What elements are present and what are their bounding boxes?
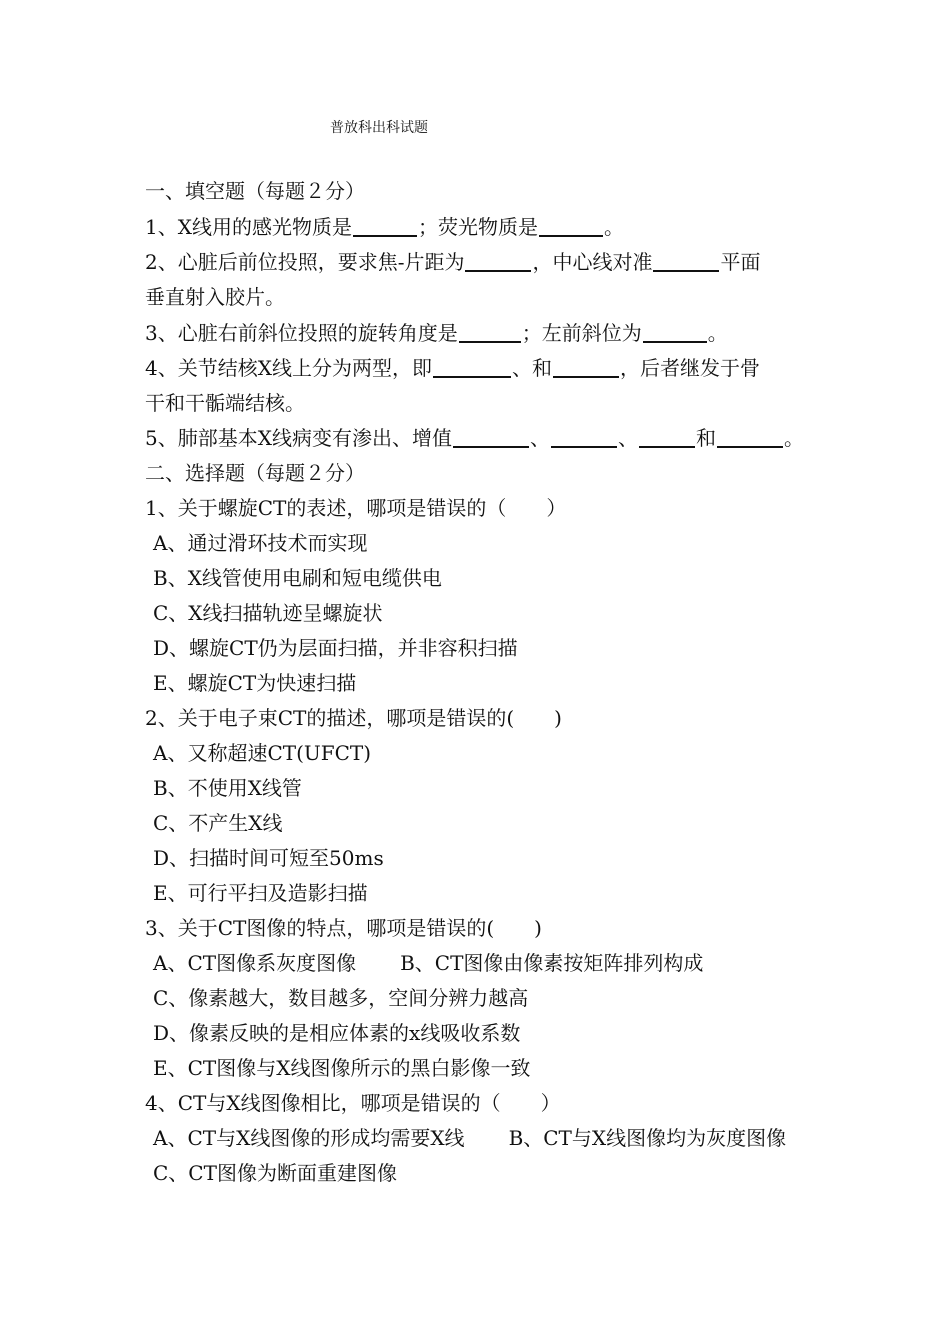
answer-blank[interactable]	[433, 356, 511, 378]
choice-question-1-stem: 1、关于螺旋CT的表述，哪项是错误的（ ）	[145, 496, 567, 520]
answer-blank[interactable]	[639, 426, 695, 448]
option-c[interactable]: C、X线扫描轨迹呈螺旋状	[153, 601, 383, 625]
option-b[interactable]: B、不使用X线管	[153, 776, 302, 800]
q2-text-a: 2、心脏后前位投照，要求焦-片距为	[145, 250, 465, 274]
option-row-ab	[153, 1125, 786, 1151]
option-row-ab	[153, 950, 703, 976]
section1-heading: 一、填空题（每题２分）	[145, 179, 365, 203]
choice-question-2-stem: 2、关于电子束CT的描述，哪项是错误的( )	[145, 706, 562, 730]
option-a[interactable]: A、通过滑环技术而实现	[153, 531, 368, 555]
option-e[interactable]: E、可行平扫及造影扫描	[153, 881, 368, 905]
option-e[interactable]: E、CT图像与X线图像所示的黑白影像一致	[153, 1056, 531, 1080]
fill-question-4-continued: 干和干骺端结核。	[145, 391, 305, 415]
option-b[interactable]: B、X线管使用电刷和短电缆供电	[153, 566, 442, 590]
q1-text-a: 1、X线用的感光物质是	[145, 215, 352, 239]
fill-question-5	[145, 425, 804, 451]
option-d[interactable]: D、螺旋CT仍为层面扫描，并非容积扫描	[153, 636, 518, 660]
option-e[interactable]: E、螺旋CT为快速扫描	[153, 671, 357, 695]
q5-text-c: 、	[617, 426, 638, 450]
option-b[interactable]: B、CT图像由像素按矩阵排列构成	[400, 951, 704, 975]
q4-text-c: ，后者继发于骨	[619, 356, 760, 380]
q3-text-b: ；左前斜位为	[521, 321, 642, 345]
answer-blank[interactable]	[643, 321, 707, 343]
option-a[interactable]: A、CT与X线图像的形成均需要X线	[153, 1126, 465, 1150]
q1-text-c: 。	[603, 215, 624, 239]
option-a[interactable]: A、CT图像系灰度图像	[153, 951, 357, 975]
answer-blank[interactable]	[453, 426, 529, 448]
answer-blank[interactable]	[353, 215, 417, 237]
q2-text-c: 平面	[720, 250, 761, 274]
choice-question-4-stem: 4、CT与X线图像相比，哪项是错误的（ ）	[145, 1091, 561, 1115]
answer-blank[interactable]	[539, 215, 603, 237]
option-c[interactable]: C、像素越大，数目越多，空间分辨力越高	[153, 986, 529, 1010]
q5-text-b: 、	[529, 426, 550, 450]
q5-text-a: 5、肺部基本X线病变有渗出、增值	[145, 426, 452, 450]
section2-heading: 二、选择题（每题２分）	[145, 461, 365, 485]
q5-text-e: 。	[783, 426, 804, 450]
q2-text-b: ，中心线对准	[532, 250, 653, 274]
answer-blank[interactable]	[465, 250, 531, 272]
option-d[interactable]: D、像素反映的是相应体素的x线吸收系数	[153, 1021, 521, 1045]
q3-text-a: 3、心脏右前斜位投照的旋转角度是	[145, 321, 458, 345]
option-b[interactable]: B、CT与X线图像均为灰度图像	[508, 1126, 787, 1150]
option-d[interactable]: D、扫描时间可短至50ms	[153, 846, 384, 870]
q4-text-b: 、和	[511, 356, 552, 380]
fill-question-1	[145, 214, 624, 240]
option-c[interactable]: C、CT图像为断面重建图像	[153, 1161, 397, 1185]
fill-question-4	[145, 355, 760, 381]
choice-question-3-stem: 3、关于CT图像的特点，哪项是错误的( )	[145, 916, 542, 940]
answer-blank[interactable]	[717, 426, 783, 448]
option-a[interactable]: A、又称超速CT(UFCT)	[153, 741, 372, 765]
answer-blank[interactable]	[551, 426, 617, 448]
answer-blank[interactable]	[459, 321, 521, 343]
fill-question-3	[145, 320, 728, 346]
q3-text-c: 。	[707, 321, 728, 345]
answer-blank[interactable]	[553, 356, 619, 378]
page-title: 普放科出科试题	[330, 120, 428, 136]
q1-text-b: ；荧光物质是	[417, 215, 538, 239]
fill-question-2-continued: 垂直射入胶片。	[145, 285, 285, 309]
answer-blank[interactable]	[653, 250, 719, 272]
q5-text-d: 和	[695, 426, 716, 450]
q4-text-a: 4、关节结核X线上分为两型，即	[145, 356, 432, 380]
option-c[interactable]: C、不产生X线	[153, 811, 283, 835]
fill-question-2	[145, 249, 760, 275]
